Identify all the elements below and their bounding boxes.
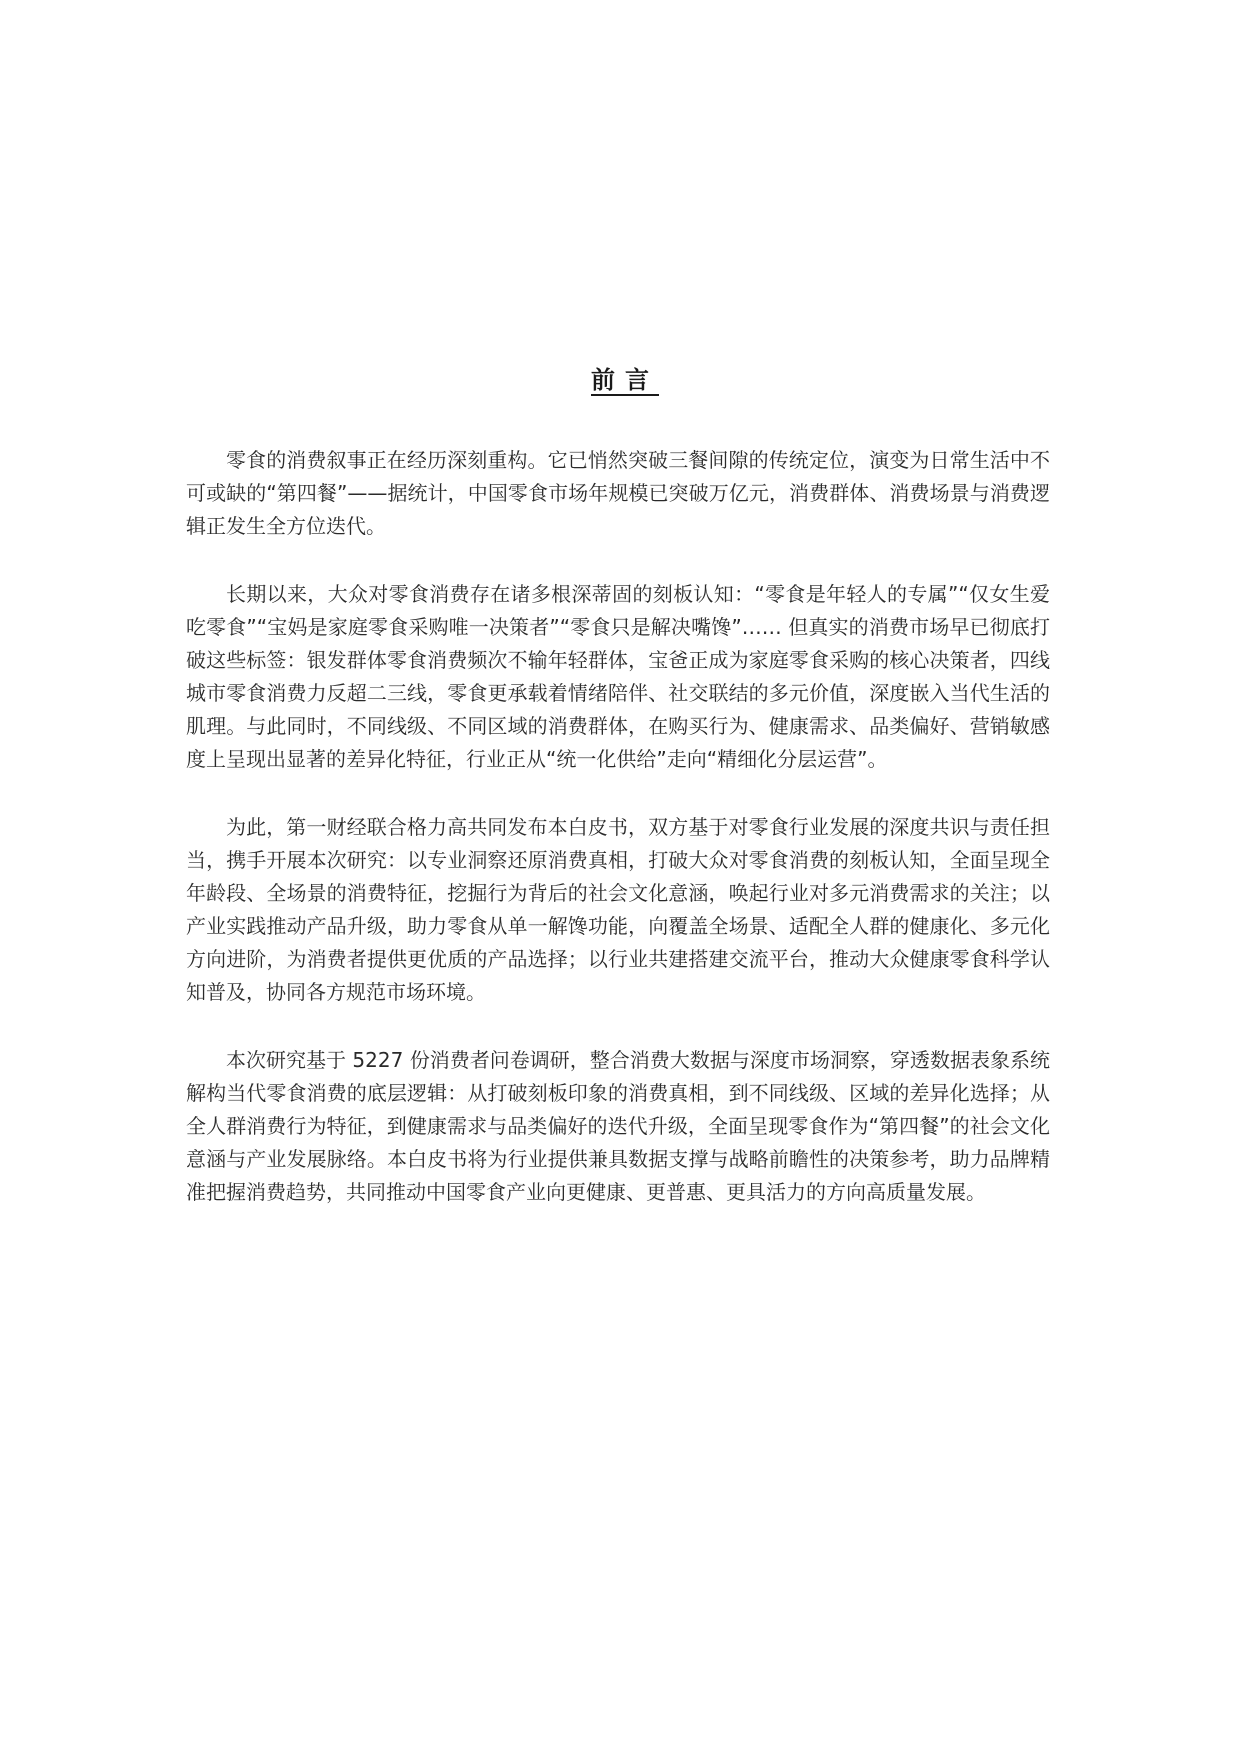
title-text: 前言 [591, 366, 659, 394]
paragraph-4: 本次研究基于 5227 份消费者问卷调研，整合消费大数据与深度市场洞察，穿透数据表象系统解构当代零食消费的底层逻辑：从打破刻板印象的消费真相，到不同线级、区域的差异化选择；从全人群消费行为特征，到健康需求与品类偏好的迭代升级，全面呈现零食作为“第四餐”的社会文化意涵与产业发展脉络。本白皮书将为行业提供兼具数据支撑与战略前瞻性的决策参考，助力品牌精准把握消费趋势，共同推动中国零食产业向更健康、更普惠、更具活力的方向高质量发展。 [186, 1048, 1050, 1204]
paragraph-1: 零食的消费叙事正在经历深刻重构。它已悄然突破三餐间隙的传统定位，演变为日常生活中不可或缺的“第四餐”——据统计，中国零食市场年规模已突破万亿元，消费群体、消费场景与消费逻辑正发生全方位迭代。 [186, 448, 1050, 538]
document-body [186, 444, 1050, 1244]
page-title [0, 360, 1240, 395]
paragraph-3: 为此，第一财经联合格力高共同发布本白皮书，双方基于对零食行业发展的深度共识与责任担当，携手开展本次研究：以专业洞察还原消费真相，打破大众对零食消费的刻板认知，全面呈现全年龄段、全场景的消费特征，挖掘行为背后的社会文化意涵，唤起行业对多元消费需求的关注；以产业实践推动产品升级，助力零食从单一解馋功能，向覆盖全场景、适配全人群的健康化、多元化方向进阶，为消费者提供更优质的产品选择；以行业共建搭建交流平台，推动大众健康零食科学认知普及，协同各方规范市场环境。 [186, 815, 1050, 1004]
paragraph-2: 长期以来，大众对零食消费存在诸多根深蒂固的刻板认知：“零食是年轻人的专属”“仅女生爱吃零食”“宝妈是家庭零食采购唯一决策者”“零食只是解决嘴馋”…… 但真实的消费市场早已彻底打破这些标签：银发群体零食消费频次不输年轻群体，宝爸正成为家庭零食采购的核心决策者，四线城市零食消费力反超二三线，零食更承载着情绪陪伴、社交联结的多元价值，深度嵌入当代生活的肌理。与此同时，不同线级、不同区域的消费群体，在购买行为、健康需求、品类偏好、营销敏感度上呈现出显著的差异化特征，行业正从“统一化供给”走向“精细化分层运营”。 [186, 582, 1050, 771]
